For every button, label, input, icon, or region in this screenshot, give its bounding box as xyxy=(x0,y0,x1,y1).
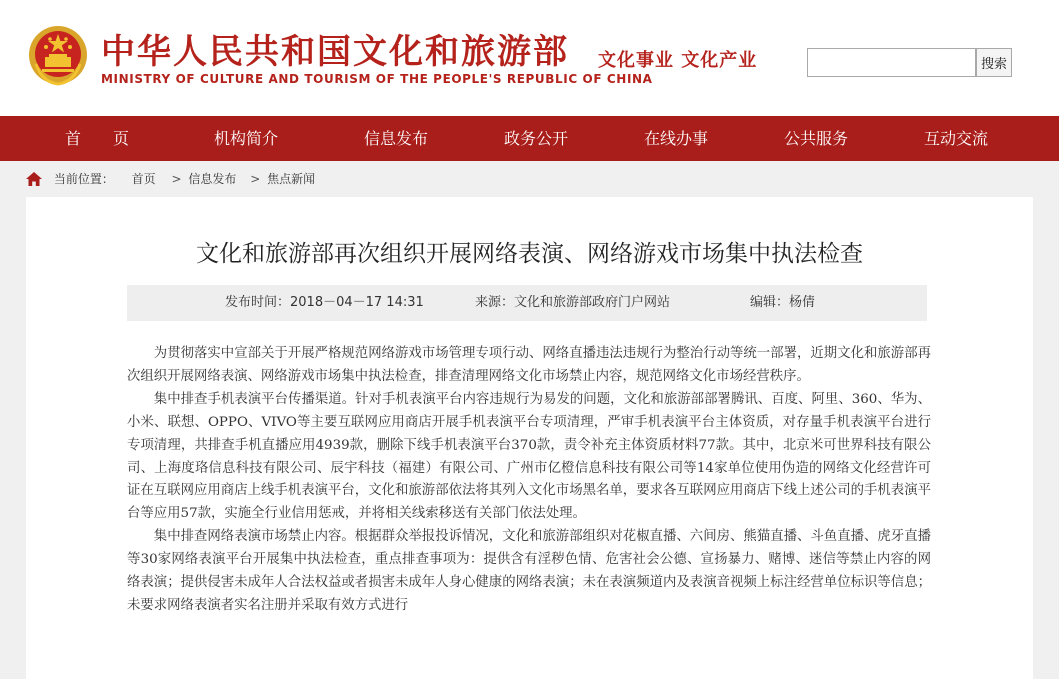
nav-item-online-services[interactable]: 在线办事 xyxy=(643,129,708,148)
nav-item-public-affairs[interactable]: 政务公开 xyxy=(503,129,568,148)
search-input[interactable] xyxy=(807,48,976,77)
nav-item-home[interactable]: 首 页 xyxy=(64,129,129,148)
article-meta xyxy=(127,285,927,321)
breadcrumb-separator: > xyxy=(171,172,182,186)
article-editor: 编辑：杨倩 xyxy=(750,295,816,310)
nav-item-interaction[interactable]: 互动交流 xyxy=(923,129,988,148)
article-paragraph: 为贯彻落实中宣部关于开展严格规范网络游戏市场管理专项行动、网络直播违法违规行为整治行动等统一部署，近期文化和旅游部再次组织开展网络表演、网络游戏市场集中执法检查，排查清理网络文化市场禁止内容，规范网络文化市场经营秩序。 xyxy=(127,346,931,384)
nav-item-public-services[interactable]: 公共服务 xyxy=(783,129,848,148)
article-paragraph: 集中排查网络表演市场禁止内容。根据群众举报投诉情况，文化和旅游部组织对花椒直播、六间房、熊猫直播、斗鱼直播、虎牙直播等30家网络表演平台开展集中执法检查，重点排查事项为：提供含有淫秽色情、危害社会公德、宣扬暴力、赌博、迷信等禁止内容的网络表演；提供侵害未成年人合法权益或者损害未成年人身心健康的网络表演；未在表演频道内及表演音视频上标注经营单位标识等信息；未要求网络表演者实名注册并采取有效方式进行 xyxy=(127,529,931,613)
article-source: 来源：文化和旅游部政府门户网站 xyxy=(475,295,671,310)
article-title: 文化和旅游部再次组织开展网络表演、网络游戏市场集中执法检查 xyxy=(196,241,863,267)
search-button[interactable]: 搜索 xyxy=(976,48,1012,77)
home-icon xyxy=(26,172,42,186)
site-title[interactable]: 中华人民共和国文化和旅游部 xyxy=(101,32,569,72)
breadcrumb-news[interactable]: 信息发布 xyxy=(188,172,237,186)
site-slogan: 文化事业 文化产业 xyxy=(598,50,758,71)
article-body xyxy=(127,343,931,618)
article-paragraph: 集中排查手机表演平台传播渠道。针对手机表演平台内容违规行为易发的问题，文化和旅游部部署腾讯、百度、阿里、360、华为、小米、联想、OPPO、VIVO等主要互联网应用商店开展手机表演平台专项清理，严审手机表演平台主体资质，对存量手机表演平台进行专项清理，共排查手机直播应用4939款，删除下线手机表演平台370款，责令补充主体资质材料77款。其中，北京米可世界科技有限公司、上海度珞信息科技有限公司、辰宇科技（福建）有限公司、广州市亿橙信息科技有限公司等14家单位使用伪造的网络文化经营许可证在互联网应用商店上线手机表演平台，文化和旅游部依法将其列入文化市场黑名单，要求各互联网应用商店下线上述公司的手机表演平台等应用57款，实施全行业信用惩戒，并将相关线索移送有关部门依法处理。 xyxy=(127,391,931,522)
article-panel xyxy=(26,197,1033,679)
breadcrumb-home[interactable]: 首页 xyxy=(131,172,156,186)
site-subtitle: MINISTRY OF CULTURE AND TOURISM OF THE PEOPLE'S REPUBLIC OF CHINA xyxy=(101,72,653,86)
breadcrumb-separator: > xyxy=(250,172,261,186)
breadcrumb xyxy=(26,168,315,190)
national-emblem-icon[interactable] xyxy=(26,24,90,88)
site-header xyxy=(0,0,1059,116)
breadcrumb-focus-news[interactable]: 焦点新闻 xyxy=(267,172,316,186)
nav-item-about[interactable]: 机构简介 xyxy=(213,129,278,148)
breadcrumb-prefix: 当前位置： xyxy=(53,172,114,186)
main-nav xyxy=(0,116,1059,161)
publish-date: 发布时间：2018－04－17 14:31 xyxy=(225,295,424,310)
nav-item-news[interactable]: 信息发布 xyxy=(363,129,428,148)
